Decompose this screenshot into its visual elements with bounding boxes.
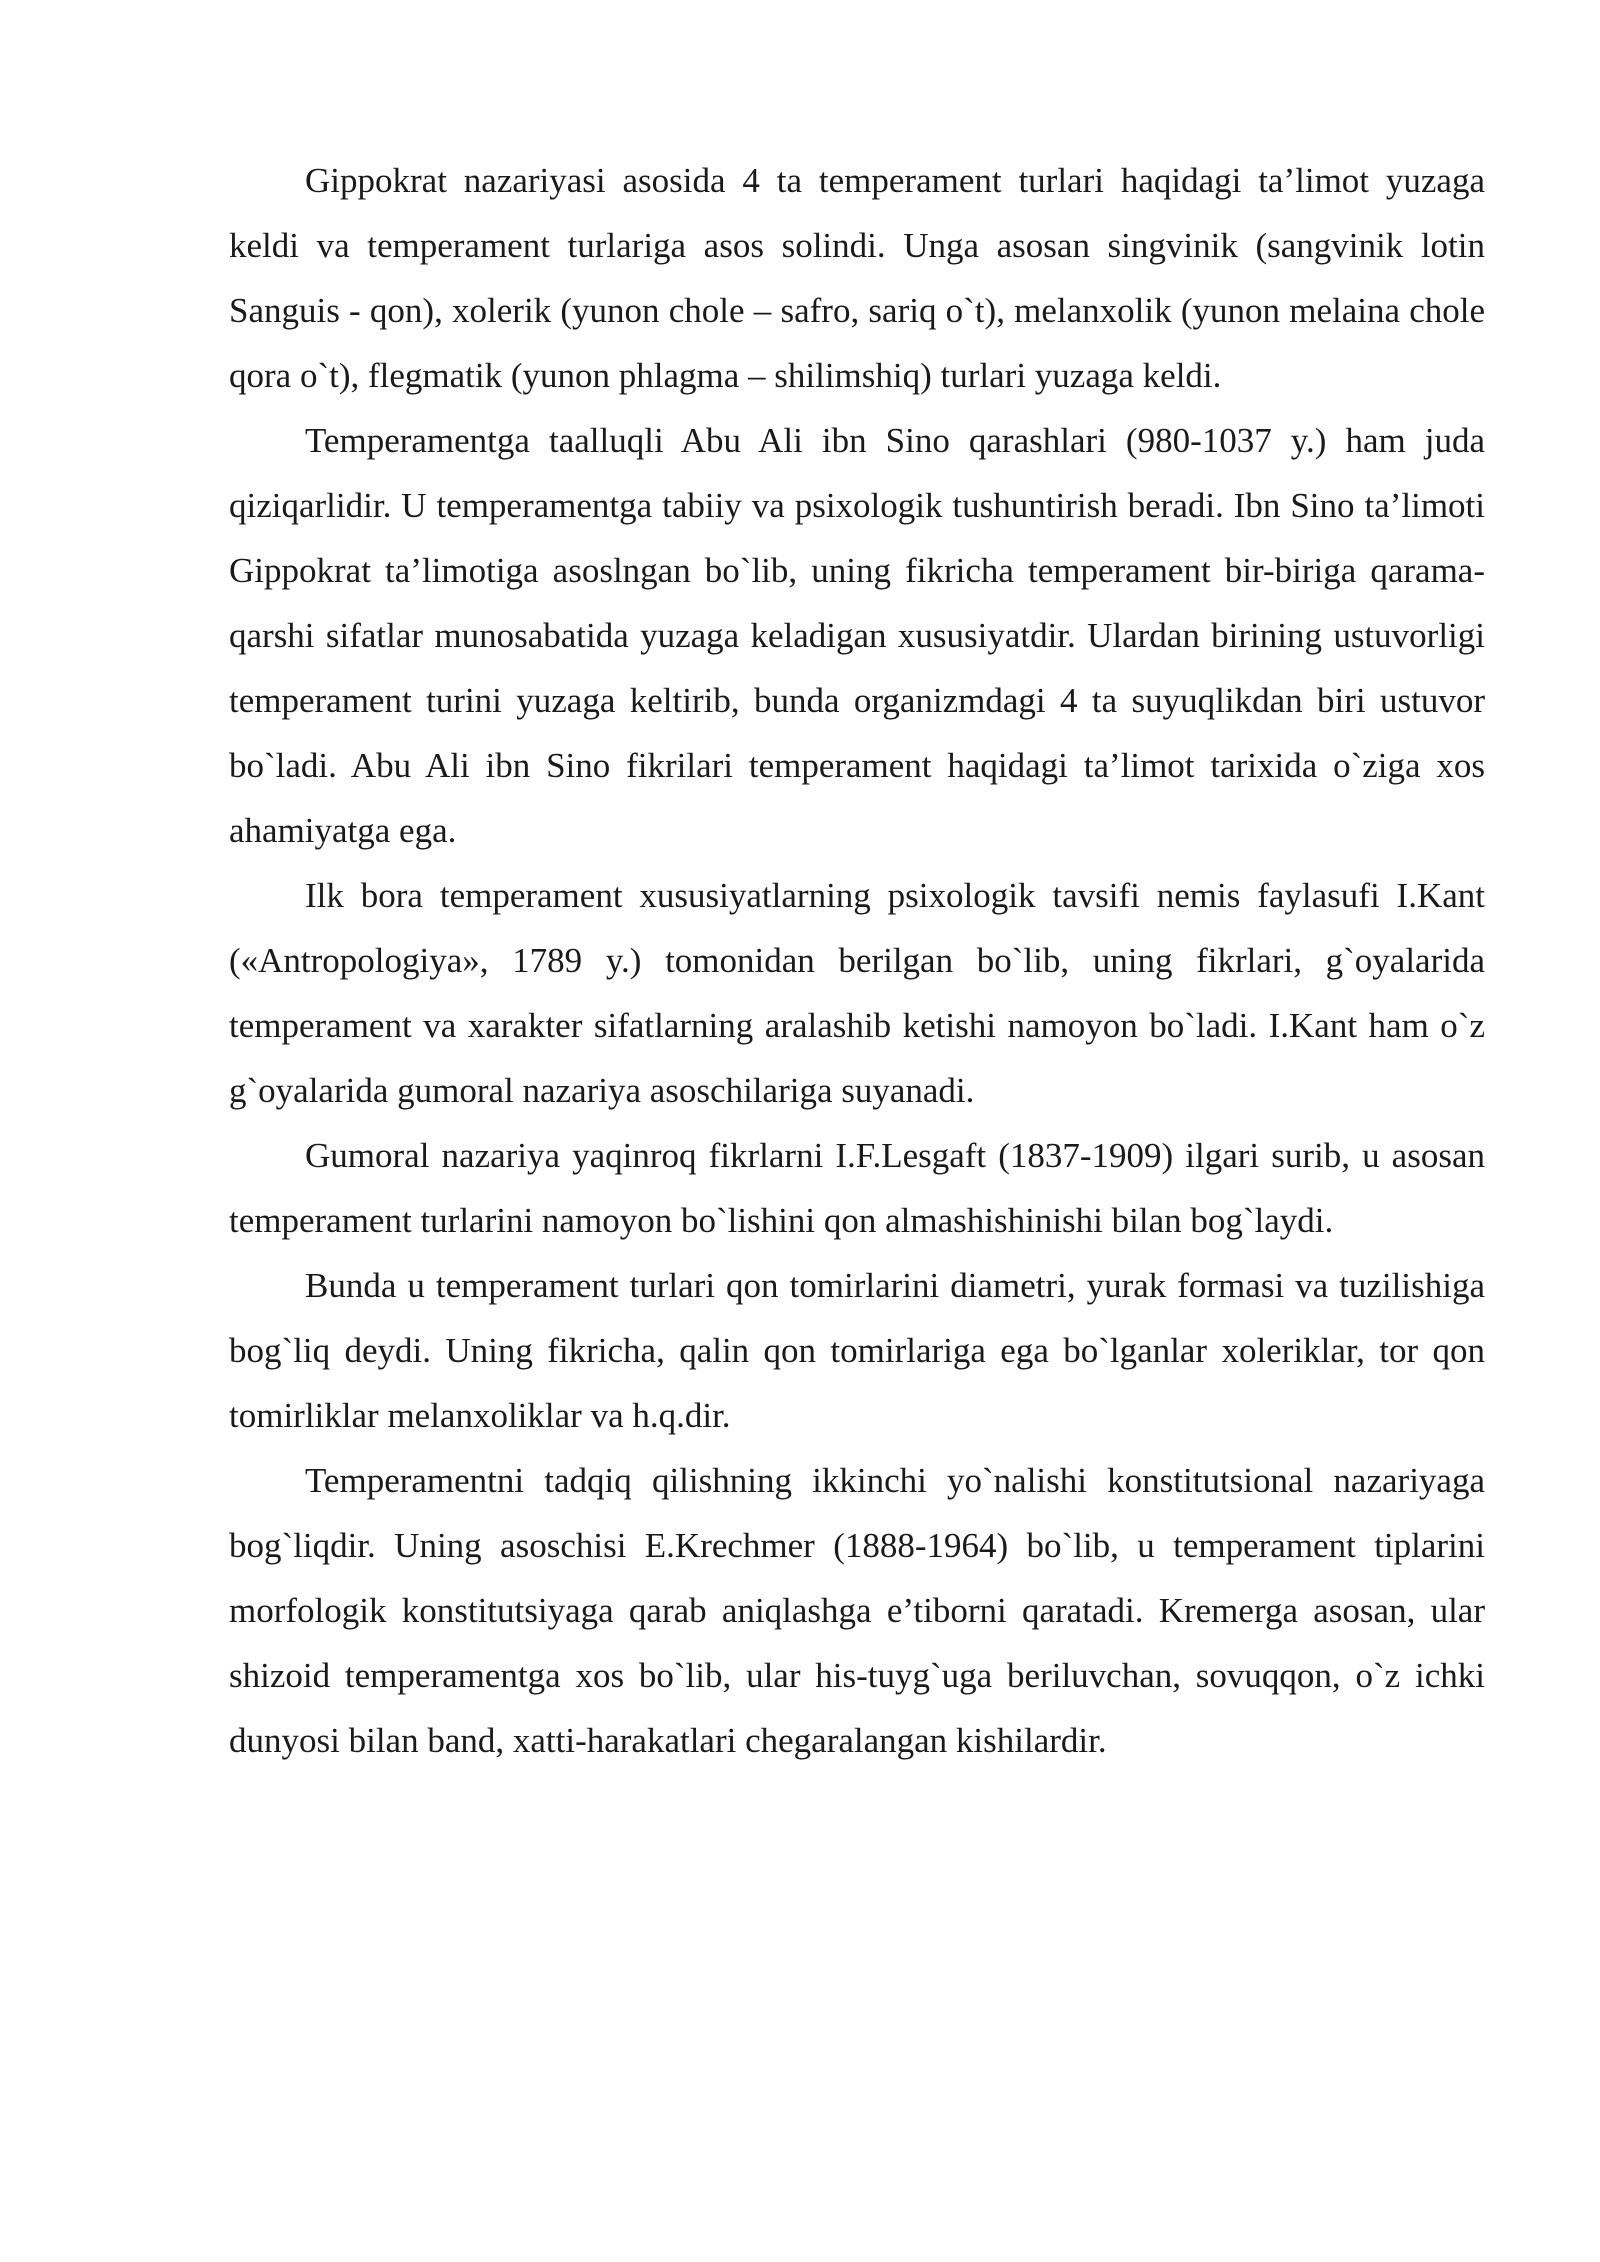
paragraph-ibn-sino: Temperamentga taalluqli Abu Ali ibn Sino qarashlari (980-1037 y.) ham juda qiziqarlidir. U temperamentga tabiiy va psixologik tushuntirish beradi. Ibn Sino ta’limoti Gippokrat ta’limotiga asoslngan bo`lib, uning fikricha temperament bir-biriga qarama-qarshi sifatlar munosabatida yuzaga keladigan xususiyatdir. Ulardan birining ustuvorligi temperament turini yuzaga keltirib, bunda organizmdagi 4 ta suyuqlikdan biri ustuvor bo`ladi. Abu Ali ibn Sino fikrilari temperament haqidagi ta’limot tarixida o`ziga xos ahamiyatga ega. [229, 421, 1485, 850]
document-body [229, 148, 1485, 1773]
paragraph-gippokrat: Gippokrat nazariyasi asosida 4 ta temperament turlari haqidagi ta’limot yuzaga keldi va temperament turlariga asos solindi. Unga asosan singvinik (sangvinik lotin Sanguis - qon), xolerik (yunon chole – safro, sariq o`t), melanxolik (yunon melaina chole qora o`t), flegmatik (yunon phlagma – shilimshiq) turlari yuzaga keldi. [229, 161, 1485, 395]
paragraph-krechmer: Temperamentni tadqiq qilishning ikkinchi yo`nalishi konstitutsional nazariyaga bog`liqdir. Uning asoschisi E.Krechmer (1888-1964) bo`lib, u temperament tiplarini morfologik konstitutsiyaga qarab aniqlashga e’tiborni qaratadi. Kremerga asosan, ular shizoid temperamentga xos bo`lib, ular his-tuyg`uga beriluvchan, sovuqqon, o`z ichki dunyosi bilan band, xatti-harakatlari chegaralangan kishilardir. [229, 1461, 1485, 1760]
paragraph-lesgaft: Gumoral nazariya yaqinroq fikrlarni I.F.Lesgaft (1837-1909) ilgari surib, u asosan temperament turlarini namoyon bo`lishini qon almashishinishi bilan bog`laydi. [229, 1136, 1485, 1240]
paragraph-kant: Ilk bora temperament xususiyatlarning psixologik tavsifi nemis faylasufi I.Kant («Antropologiya», 1789 y.) tomonidan berilgan bo`lib, uning fikrlari, g`oyalarida temperament va xarakter sifatlarning aralashib ketishi namoyon bo`ladi. I.Kant ham o`z g`oyalarida gumoral nazariya asoschilariga suyanadi. [229, 876, 1485, 1110]
paragraph-blood-vessels: Bunda u temperament turlari qon tomirlarini diametri, yurak formasi va tuzilishiga bog`liq deydi. Uning fikricha, qalin qon tomirlariga ega bo`lganlar xoleriklar, tor qon tomirliklar melanxoliklar va h.q.dir. [229, 1266, 1485, 1435]
